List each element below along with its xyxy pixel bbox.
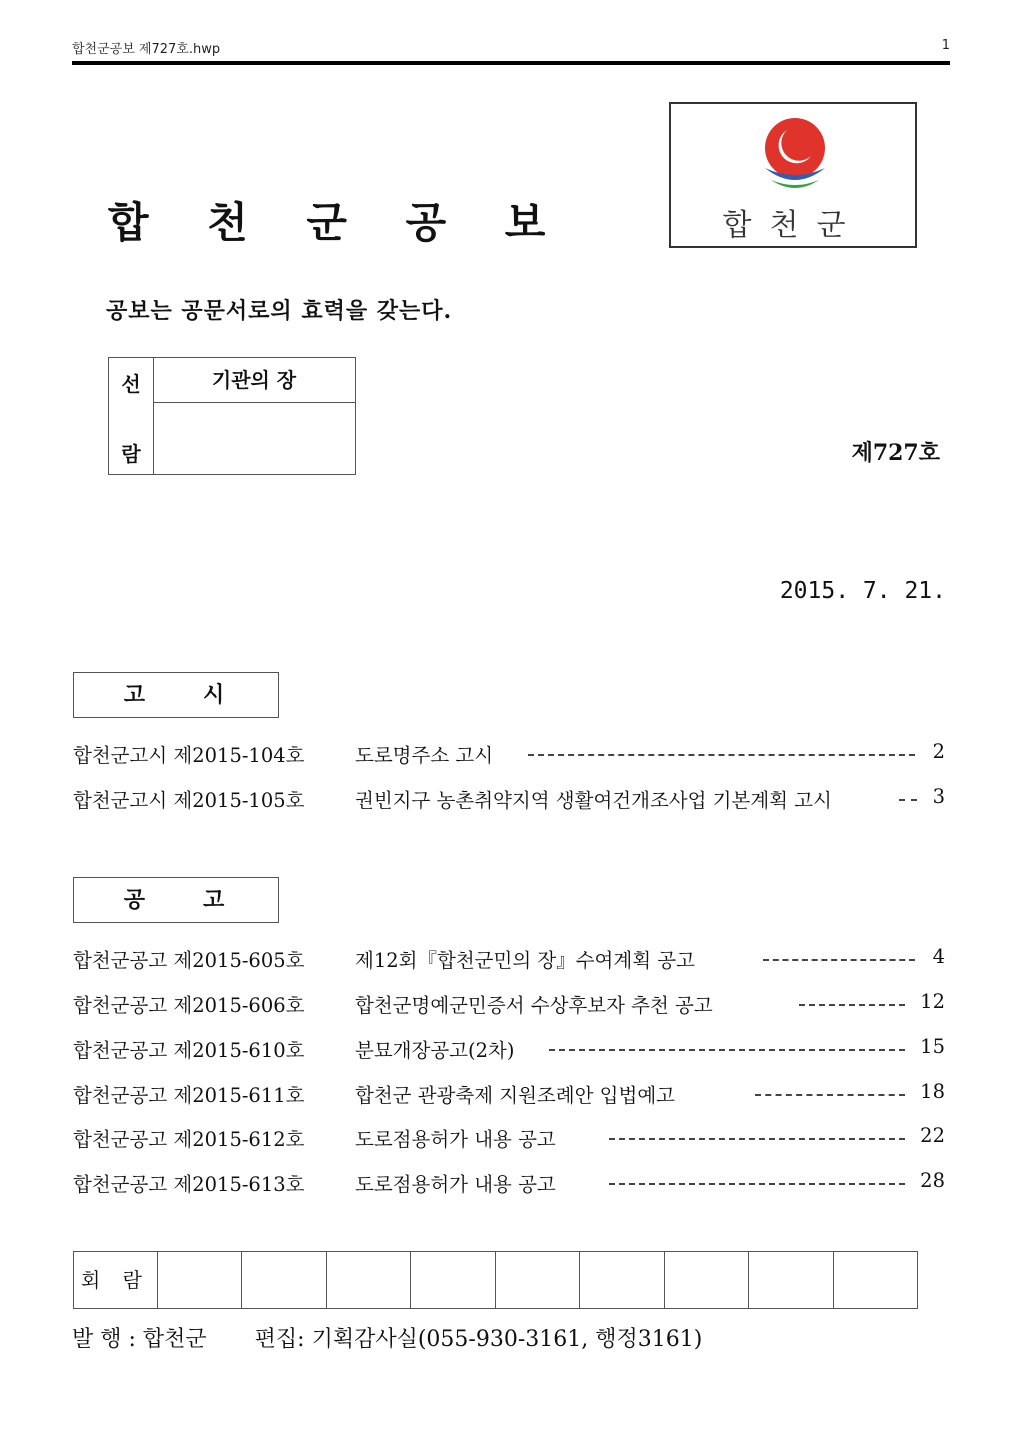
county-emblem-icon	[757, 116, 833, 200]
toc-row[interactable]	[73, 945, 945, 975]
toc-row[interactable]	[73, 990, 945, 1020]
section-announcement-label-a: 공	[123, 887, 149, 913]
toc-title: 도로명주소 고시	[355, 740, 499, 768]
toc-title: 제12회『합천군민의 장』수여계획 공고	[355, 945, 701, 973]
toc-title: 권빈지구 농촌취약지역 생활여건개조사업 기본계획 고시	[355, 785, 838, 813]
toc-page: 3	[925, 785, 945, 808]
page-number: 1	[941, 38, 950, 53]
issue-date: 2015. 7. 21.	[779, 578, 946, 604]
approval-label-top: 선	[121, 372, 141, 396]
toc-page: 22	[912, 1124, 945, 1147]
toc-leader	[763, 959, 915, 961]
circulation-cell	[580, 1252, 664, 1308]
footer-publisher: 발 행 : 합천군	[72, 1327, 207, 1352]
toc-leader	[528, 754, 915, 756]
tagline: 공보는 공문서로의 효력을 갖는다.	[106, 298, 453, 324]
toc-page: 15	[912, 1035, 945, 1058]
circulation-cell	[158, 1252, 242, 1308]
toc-page: 18	[912, 1080, 945, 1103]
toc-row[interactable]	[73, 785, 945, 815]
toc-number: 합천군고시 제2015-104호	[73, 744, 305, 767]
publication-footer	[72, 1322, 702, 1353]
circulation-cell	[242, 1252, 326, 1308]
file-name: 합천군공보 제727호.hwp	[72, 42, 221, 57]
toc-number: 합천군공고 제2015-606호	[73, 994, 305, 1017]
toc-number: 합천군공고 제2015-611호	[73, 1084, 305, 1107]
toc-row[interactable]	[73, 1169, 945, 1199]
toc-page: 2	[925, 740, 945, 763]
logo-box	[669, 102, 917, 248]
section-notice-label-b: 시	[203, 682, 229, 708]
section-announcement-header	[73, 877, 279, 923]
circulation-cell	[327, 1252, 411, 1308]
toc-number: 합천군공고 제2015-605호	[73, 949, 305, 972]
toc-row[interactable]	[73, 1124, 945, 1154]
circulation-cell	[411, 1252, 495, 1308]
toc-leader	[549, 1049, 905, 1051]
toc-title: 합천군 관광축제 지원조례안 입법예고	[355, 1080, 681, 1108]
publication-title: 합 천 군 공 보	[108, 198, 568, 247]
approval-table	[108, 357, 356, 475]
circulation-cell	[749, 1252, 833, 1308]
issue-number: 제727호	[851, 440, 940, 466]
toc-leader	[755, 1094, 905, 1096]
toc-title: 도로점용허가 내용 공고	[355, 1169, 562, 1197]
approval-header: 기관의 장	[153, 358, 355, 403]
circulation-cell	[834, 1252, 917, 1308]
section-notice-label-a: 고	[123, 682, 149, 708]
toc-row[interactable]	[73, 1035, 945, 1065]
logo-text: 합천군	[722, 208, 864, 243]
toc-number: 합천군공고 제2015-612호	[73, 1128, 305, 1151]
toc-page: 4	[925, 945, 945, 968]
toc-leader	[899, 799, 917, 801]
toc-page: 12	[912, 990, 945, 1013]
toc-number: 합천군고시 제2015-105호	[73, 789, 305, 812]
toc-row[interactable]	[73, 1080, 945, 1110]
section-announcement-label-b: 고	[203, 887, 229, 913]
toc-row[interactable]	[73, 740, 945, 770]
section-notice-header	[73, 672, 279, 718]
toc-page: 28	[912, 1169, 945, 1192]
header-rule	[72, 61, 950, 65]
toc-title: 합천군명예군민증서 수상후보자 추천 공고	[355, 990, 719, 1018]
toc-leader	[609, 1138, 905, 1140]
toc-leader	[609, 1183, 905, 1185]
document-header	[72, 36, 950, 60]
toc-number: 합천군공고 제2015-610호	[73, 1039, 305, 1062]
toc-leader	[799, 1004, 905, 1006]
circulation-cell	[665, 1252, 749, 1308]
circulation-table	[73, 1251, 918, 1309]
toc-title: 분묘개장공고(2차)	[355, 1035, 520, 1063]
toc-number: 합천군공고 제2015-613호	[73, 1173, 305, 1196]
approval-label-bottom: 람	[121, 442, 141, 466]
circulation-cell	[496, 1252, 580, 1308]
footer-editor: 편집: 기획감사실(055-930-3161, 행정3161)	[254, 1327, 703, 1352]
toc-title: 도로점용허가 내용 공고	[355, 1124, 562, 1152]
circulation-label: 회 람	[74, 1252, 158, 1308]
